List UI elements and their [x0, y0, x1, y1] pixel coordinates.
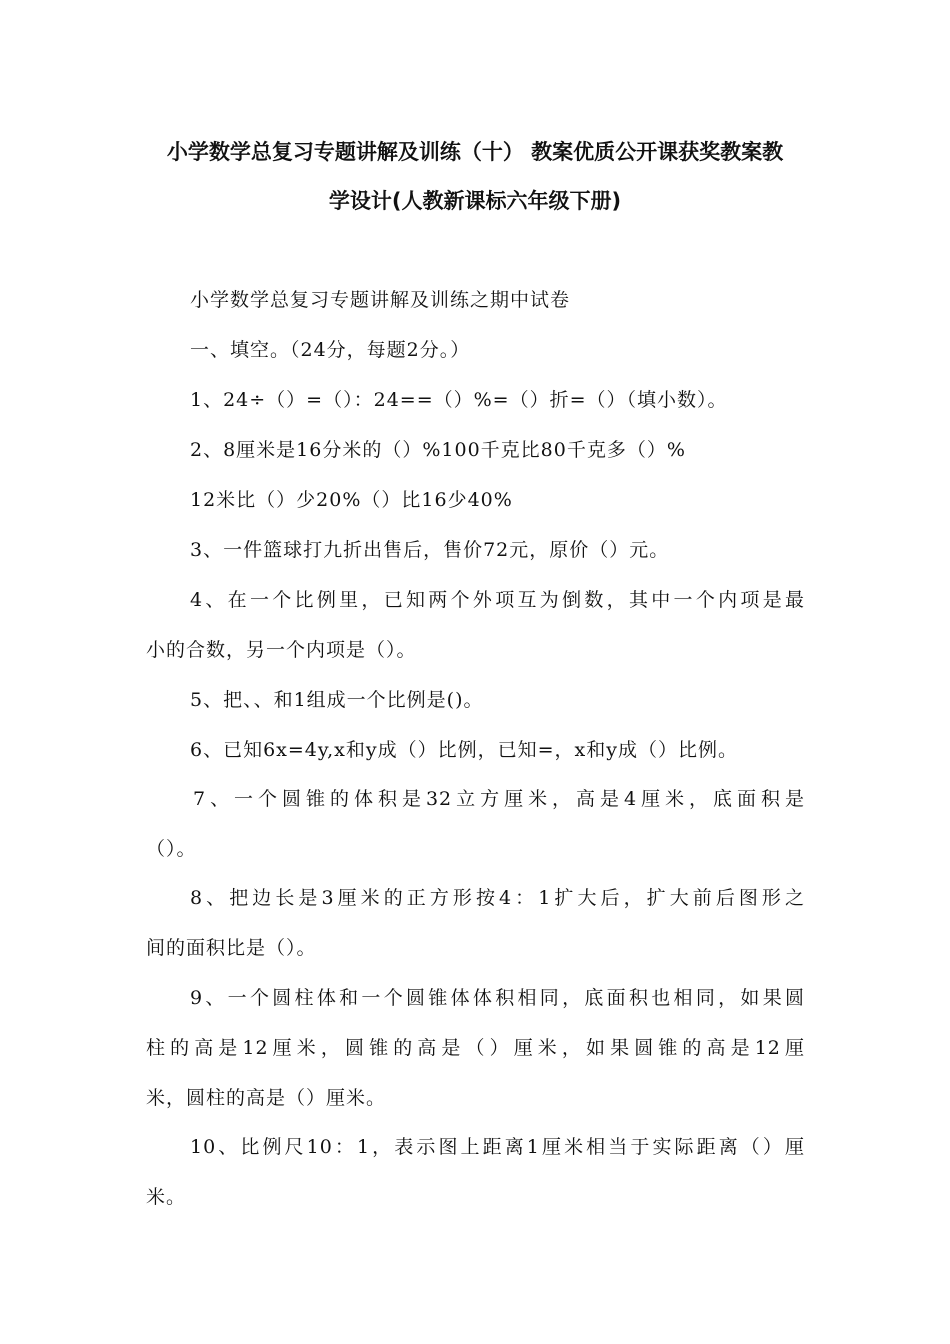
question-9-line-2: 柱的高是12厘米，圆锥的高是（）厘米，如果圆锥的高是12厘: [146, 1037, 805, 1059]
question-7-line-2: （）。: [146, 838, 197, 860]
question-8-line-2: 间的面积比是（）。: [146, 937, 317, 959]
question-1: 1、24÷（）=（）：24==（）%=（）折=（）（填小数）。: [190, 389, 728, 411]
question-9-line-1: 9、一个圆柱体和一个圆锥体体积相同，底面积也相同，如果圆: [190, 987, 805, 1009]
document-title-line-2: 学设计(人教新课标六年级下册): [328, 189, 622, 213]
question-9-line-3: 米，圆柱的高是（）厘米。: [146, 1087, 387, 1109]
document-title-line-1: 小学数学总复习专题讲解及训练（十） 教案优质公开课获奖教案教: [166, 140, 784, 164]
question-2-continued: 12米比（）少20%（）比16少40%: [190, 489, 513, 511]
exam-subtitle: 小学数学总复习专题讲解及训练之期中试卷: [190, 289, 571, 311]
question-3: 3、一件篮球打九折出售后，售价72元，原价（）元。: [190, 539, 670, 561]
question-5: 5、把、、和1组成一个比例是()。: [190, 689, 484, 711]
question-7-line-1: 7、一个圆锥的体积是32立方厘米，高是4厘米，底面积是: [193, 788, 805, 810]
question-4-line-2: 小的合数，另一个内项是（）。: [146, 639, 417, 661]
question-6: 6、已知6x=4y,x和y成（）比例，已知=，x和y成（）比例。: [190, 739, 738, 761]
section-heading: 一、填空。（24分，每题2分。）: [190, 339, 471, 361]
question-10-line-2: 米。: [146, 1186, 187, 1208]
question-2: 2、8厘米是16分米的（）%100千克比80千克多（）%: [190, 439, 686, 461]
question-10-line-1: 10、比例尺10：1，表示图上距离1厘米相当于实际距离（）厘: [190, 1136, 805, 1158]
question-8-line-1: 8、把边长是3厘米的正方形按4：1扩大后，扩大前后图形之: [190, 887, 805, 909]
question-4-line-1: 4、在一个比例里，已知两个外项互为倒数，其中一个内项是最: [190, 589, 805, 611]
